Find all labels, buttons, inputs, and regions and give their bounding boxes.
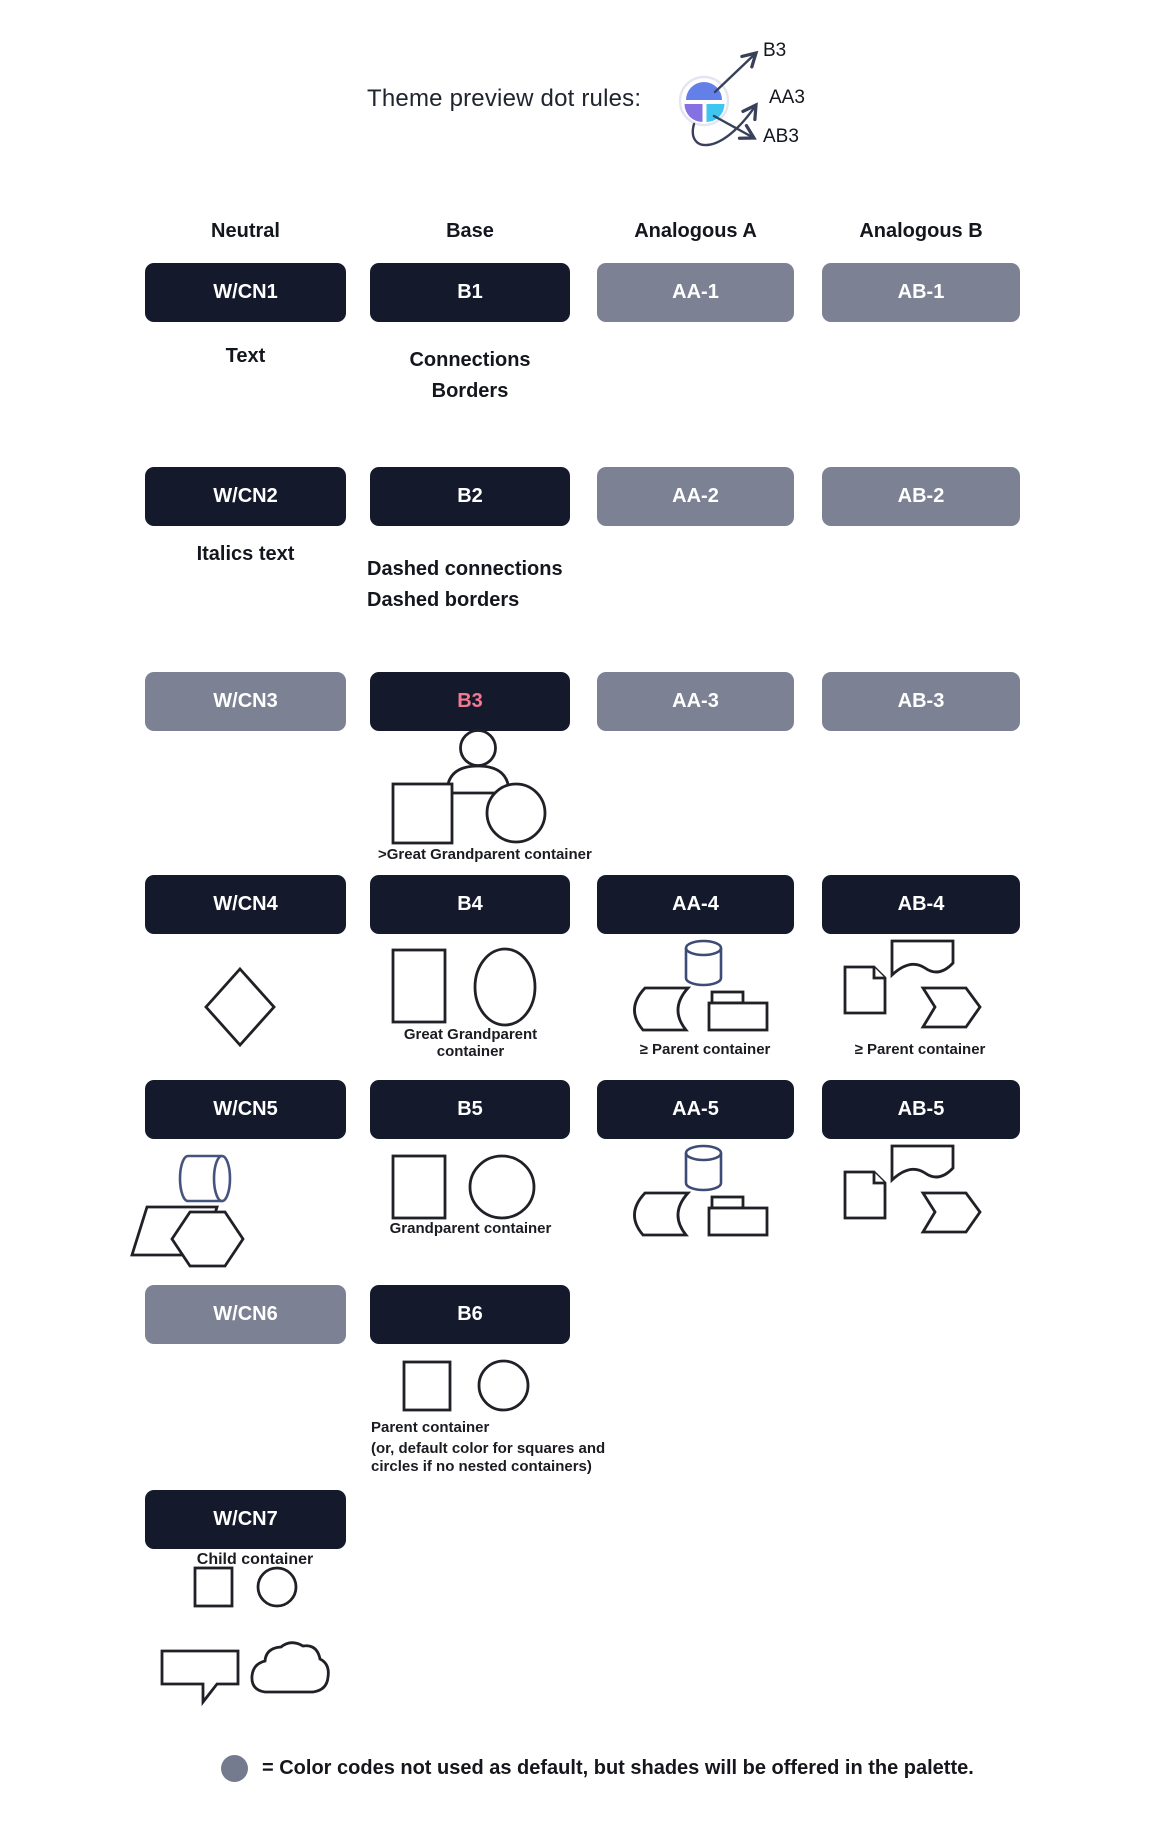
chevron-icon xyxy=(923,1193,980,1232)
b3-shape-group xyxy=(380,720,600,860)
swatch-ab4: AB-4 xyxy=(822,875,1020,934)
wave-card-icon xyxy=(892,941,953,975)
legend-ab3-label: AB3 xyxy=(763,126,799,147)
swatch-wcn6: W/CN6 xyxy=(145,1285,346,1344)
swatch-aa4: AA-4 xyxy=(597,875,794,934)
wcn5-shape-group xyxy=(125,1145,310,1275)
horizontal-cylinder-cap-icon xyxy=(214,1156,230,1201)
aa5-shape-group xyxy=(625,1140,785,1240)
folder-tab-icon xyxy=(712,992,743,1003)
wave-card-icon xyxy=(892,1146,953,1180)
circle-icon xyxy=(479,1361,528,1410)
caption-connections-borders xyxy=(370,345,570,407)
swatch-ab3: AB-3 xyxy=(822,672,1020,731)
swatch-b1: B1 xyxy=(370,263,570,322)
caption-great-grandparent: Great Grandparent container xyxy=(403,1026,538,1060)
cylinder-top-icon xyxy=(686,1146,721,1160)
circle-icon xyxy=(470,1156,534,1218)
swatch-aa1: AA-1 xyxy=(597,263,794,322)
caption-dashed-connections: Dashed connections xyxy=(367,558,563,580)
flexed-card-icon xyxy=(634,1193,688,1235)
swatch-b6: B6 xyxy=(370,1285,570,1344)
caption-text: Text xyxy=(225,345,266,367)
caption-gte-parent-ab: ≥ Parent container xyxy=(854,1041,986,1058)
gray-dot-icon xyxy=(221,1755,248,1782)
square-icon xyxy=(404,1362,450,1410)
caption-parent-note-1: (or, default color for squares and xyxy=(371,1440,606,1457)
column-header-analogous-b: Analogous B xyxy=(859,220,983,242)
swatch-ab1: AB-1 xyxy=(822,263,1020,322)
wcn7-shape-group xyxy=(155,1560,345,1710)
caption-borders: Borders xyxy=(431,380,509,402)
b4-shape-group xyxy=(385,944,555,1030)
document-fold-icon xyxy=(874,967,885,978)
caption-italics-text: Italics text xyxy=(196,543,295,565)
speech-bubble-icon xyxy=(162,1651,238,1702)
swatch-ab5: AB-5 xyxy=(822,1080,1020,1139)
square-icon xyxy=(393,950,445,1022)
diamond-icon xyxy=(206,969,274,1045)
column-header-base: Base xyxy=(446,220,494,242)
column-header-analogous-a: Analogous A xyxy=(634,220,757,242)
swatch-wcn2: W/CN2 xyxy=(145,467,346,526)
caption-great-grandparent-arrow: >Great Grandparent container xyxy=(378,846,592,863)
arrow-to-ab3 xyxy=(714,116,754,138)
square-icon xyxy=(393,1156,445,1218)
caption-dashed xyxy=(367,554,563,616)
person-icon xyxy=(461,731,496,766)
swatch-aa5: AA-5 xyxy=(597,1080,794,1139)
caption-dashed-borders: Dashed borders xyxy=(367,589,520,611)
circle-icon xyxy=(475,949,535,1025)
swatch-ab2: AB-2 xyxy=(822,467,1020,526)
wcn4-shape-group xyxy=(195,965,295,1055)
caption-parent-note-2: circles if no nested containers) xyxy=(371,1458,592,1475)
document-fold-icon xyxy=(874,1172,885,1183)
swatch-b3: B3 xyxy=(370,672,570,731)
footer-note: = Color codes not used as default, but shades will be offered in the palette. xyxy=(262,1757,974,1779)
flexed-card-icon xyxy=(634,988,688,1030)
arrow-to-b3 xyxy=(715,53,756,92)
arrow-to-aa3 xyxy=(693,105,756,145)
ab4-shape-group xyxy=(838,935,998,1035)
square-icon xyxy=(195,1568,232,1606)
square-icon xyxy=(393,784,452,843)
swatch-aa3: AA-3 xyxy=(597,672,794,731)
aa4-shape-group xyxy=(625,935,785,1035)
swatch-wcn3: W/CN3 xyxy=(145,672,346,731)
caption-connections: Connections xyxy=(409,349,531,371)
legend-b3-label: B3 xyxy=(763,40,787,61)
column-header-neutral: Neutral xyxy=(211,220,280,242)
caption-child: Child container xyxy=(196,1551,314,1568)
swatch-b2: B2 xyxy=(370,467,570,526)
swatch-wcn1: W/CN1 xyxy=(145,263,346,322)
folder-icon xyxy=(709,1208,767,1235)
caption-grandparent: Grandparent container xyxy=(389,1220,552,1237)
swatch-wcn5: W/CN5 xyxy=(145,1080,346,1139)
folder-tab-icon xyxy=(712,1197,743,1208)
swatch-wcn4: W/CN4 xyxy=(145,875,346,934)
swatch-wcn7: W/CN7 xyxy=(145,1490,346,1549)
cylinder-top-icon xyxy=(686,941,721,955)
circle-icon xyxy=(487,784,545,842)
b5-shape-group xyxy=(385,1150,555,1224)
ab5-shape-group xyxy=(838,1140,998,1240)
folder-icon xyxy=(709,1003,767,1030)
cloud-icon xyxy=(252,1643,328,1692)
swatch-b5: B5 xyxy=(370,1080,570,1139)
caption-gte-parent-aa: ≥ Parent container xyxy=(639,1041,771,1058)
circle-icon xyxy=(258,1568,296,1606)
chevron-icon xyxy=(923,988,980,1027)
page-title: Theme preview dot rules: xyxy=(367,85,642,112)
b6-shape-group xyxy=(395,1354,545,1420)
legend-aa3-label: AA3 xyxy=(769,87,805,108)
swatch-b4: B4 xyxy=(370,875,570,934)
swatch-aa2: AA-2 xyxy=(597,467,794,526)
caption-parent: Parent container xyxy=(371,1419,490,1436)
